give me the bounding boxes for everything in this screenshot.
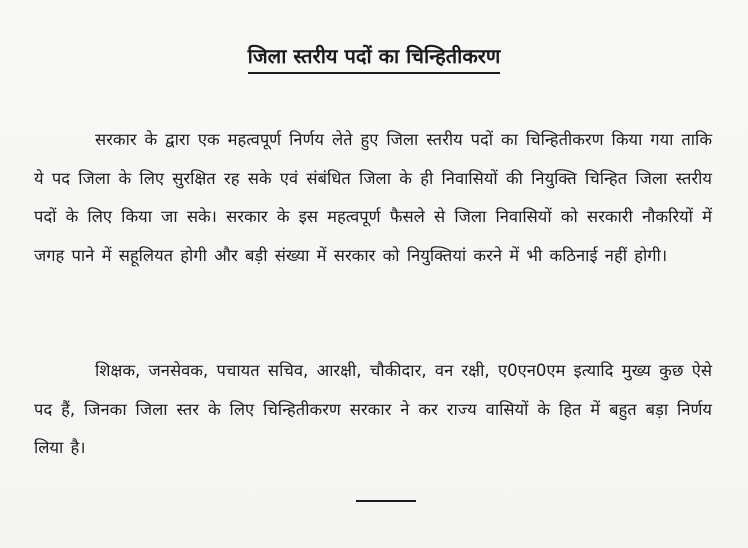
closing-divider (356, 500, 416, 502)
paragraph-2: शिक्षक, जनसेवक, पचायत सचिव, आरक्षी, चौकीदार, वन रक्षी, ए0एन0एम इत्यादि मुख्य कुछ ऐसे पद हैं, जिनका जिला स्तर के लिए चिन्हितीकरण सरकार ने कर राज्य वासियों के हित में बहुत बड़ा निर्णय लिया है। (34, 361, 712, 457)
document-title-text: जिला स्तरीय पदों का चिन्हितीकरण (248, 42, 501, 74)
paragraph-1: सरकार के द्वारा एक महत्वपूर्ण निर्णय लेते हुए जिला स्तरीय पदों का चिन्हितीकरण किया गया ताकि ये पद जिला के लिए सुरक्षित रह सके एवं संबंधित जिला के ही निवासियों की नियुक्ति चिन्हित जिला स्तरीय पदों के लिए किया जा सके। सरकार के इस महत्वपूर्ण फैसले से जिला निवासियों को सरकारी नौकरियों में जगह पाने में सहूलियत होगी और बड़ी संख्या में सरकार को नियुक्तियां करने में भी कठिनाई नहीं होगी। (34, 130, 712, 265)
document-title (0, 42, 748, 74)
